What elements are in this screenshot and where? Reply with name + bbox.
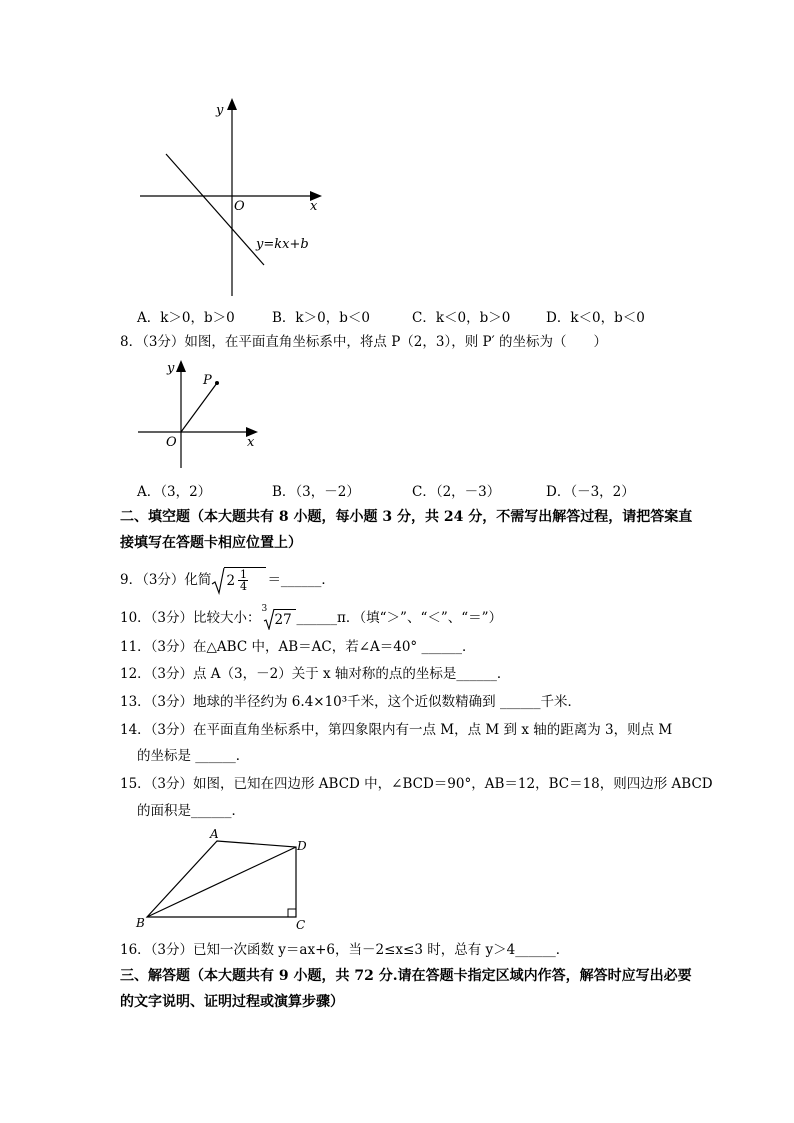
q10-radicand: 27 — [274, 611, 292, 628]
q9-radical — [211, 567, 267, 595]
q10-suffix: ______π．（填“＞”、“＜”、“＝”） — [296, 610, 503, 626]
q10-prefix: 10．（3分）比较大小： — [120, 610, 261, 626]
q15-label-d: D — [297, 839, 307, 853]
q9-radicand-num: 1 — [239, 567, 247, 581]
q8-choice-c[interactable]: C．（2，－3） — [412, 484, 501, 500]
q7-figure — [130, 92, 330, 302]
q8-x-label: x — [247, 435, 255, 450]
q14-question-line1: 14．（3分）在平面直角坐标系中，第四象限内有一点 M，点 M 到 x 轴的距离为 3，则点 M — [120, 722, 673, 738]
q7-choice-b[interactable]: B．k＞0，b＜0 — [272, 310, 370, 326]
q11-question: 11．（3分）在△ABC 中，AB＝AC，若∠A＝40° ______． — [120, 639, 476, 655]
q8-y-label: y — [167, 361, 175, 376]
section3-title-line1: 三、解答题（本大题共有 9 小题，共 72 分.请在答题卡指定区域内作答，解答时应写出必要 — [120, 968, 692, 984]
q15-quadrilateral — [147, 841, 296, 917]
section2-title-line2: 接填写在答题卡相应位置上） — [120, 535, 302, 551]
q10-question — [120, 603, 503, 630]
q9-suffix: ＝______． — [267, 572, 335, 588]
q10-root-sign — [263, 608, 275, 630]
q15-right-angle-mark — [288, 909, 296, 917]
q8-p-label: P — [203, 373, 212, 388]
section2-title-line1: 二、填空题（本大题共有 8 小题，每小题 3 分，共 24 分，不需写出解答过程，请把答案直 — [120, 509, 693, 525]
q7-origin-label: O — [234, 199, 245, 214]
q7-line — [166, 154, 264, 265]
q15-question-line1: 15．（3分）如图，已知在四边形 ABCD 中，∠BCD＝90°，AB＝12，BC＝18，则四边形 ABCD — [120, 776, 713, 792]
q8-choice-a[interactable]: A．（3，2） — [137, 484, 212, 500]
q7-choice-a[interactable]: A．k＞0，b＞0 — [137, 310, 235, 326]
q7-choice-c[interactable]: C．k＜0，b＞0 — [412, 310, 511, 326]
q14-question-line2: 的坐标是 ______． — [137, 748, 250, 764]
q8-segment-op — [181, 383, 217, 432]
q13-question: 13．（3分）地球的半径约为 6.4×10³千米，这个近似数精确到 ______千米． — [120, 694, 581, 710]
q10-root-index: 3 — [261, 603, 268, 614]
q15-label-c: C — [296, 918, 306, 932]
q15-diagonal-bd — [147, 847, 296, 917]
q15-label-a: A — [210, 827, 219, 841]
q7-y-arrow — [227, 98, 237, 110]
q8-choice-d[interactable]: D．（－3，2） — [546, 484, 635, 500]
q9-radicand-int: 2 — [226, 572, 236, 589]
q9-question — [120, 566, 335, 594]
q15-question-line2: 的面积是______． — [137, 803, 245, 819]
q8-point-p — [215, 381, 219, 385]
q7-y-label: y — [216, 103, 224, 118]
q12-question: 12．（3分）点 A（3，－2）关于 x 轴对称的点的坐标是______． — [120, 666, 511, 682]
section3-title-line2: 的文字说明、证明过程或演算步骤） — [120, 994, 344, 1010]
q7-x-label: x — [310, 199, 318, 214]
q7-line-label: y=kx+b — [256, 237, 309, 252]
q8-figure — [132, 356, 272, 472]
q9-prefix: 9．（3分）化简 — [120, 572, 212, 588]
q8-y-arrow — [176, 360, 186, 372]
q9-radicand-den: 4 — [239, 579, 247, 593]
q7-choice-d[interactable]: D．k＜0，b＜0 — [546, 310, 645, 326]
q8-question: 8．（3分）如图，在平面直角坐标系中，将点 P（2，3），则 P′ 的坐标为（ ） — [120, 334, 607, 350]
q8-origin-label: O — [166, 435, 177, 450]
q15-figure — [132, 826, 322, 934]
q8-choice-b[interactable]: B．（3，－2） — [272, 484, 360, 500]
q15-label-b: B — [136, 916, 145, 930]
q10-radical — [261, 603, 297, 630]
q9-root-sign — [211, 567, 225, 595]
q16-question: 16．（3分）已知一次函数 y＝ax+6，当－2≤x≤3 时，总有 y＞4______． — [120, 942, 570, 958]
